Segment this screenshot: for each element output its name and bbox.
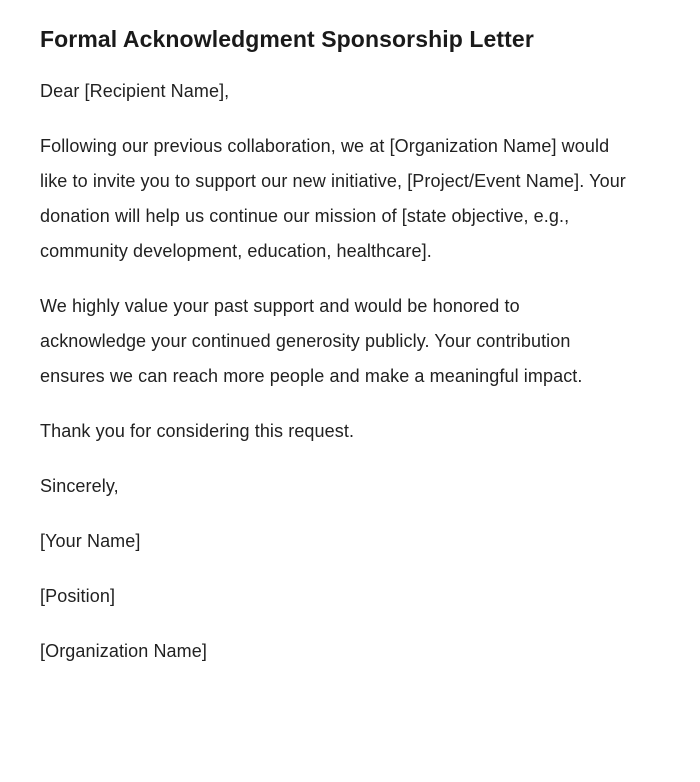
letter-salutation: Dear [Recipient Name], bbox=[40, 81, 230, 101]
letter-paragraph-3: Thank you for considering this request. bbox=[40, 421, 355, 441]
letter-paragraph-2: We highly value your past support and would be honored to acknowledge your continued generosity publicly. Your contribution ensures we can reach more people and make a meaningful impact. bbox=[40, 296, 583, 386]
signature-name: [Your Name] bbox=[40, 531, 141, 551]
letter-title: Formal Acknowledgment Sponsorship Letter bbox=[40, 26, 534, 52]
letter-paragraph-1: Following our previous collaboration, we at [Organization Name] would like to invite you to support our new initiative, [Project/Event Name]. Your donation will help us continue our mission of [state objective, e.g., community development, education, healthcare]. bbox=[40, 136, 626, 261]
letter-closing: Sincerely, bbox=[40, 476, 119, 496]
signature-position: [Position] bbox=[40, 586, 116, 606]
signature-organization: [Organization Name] bbox=[40, 641, 207, 661]
